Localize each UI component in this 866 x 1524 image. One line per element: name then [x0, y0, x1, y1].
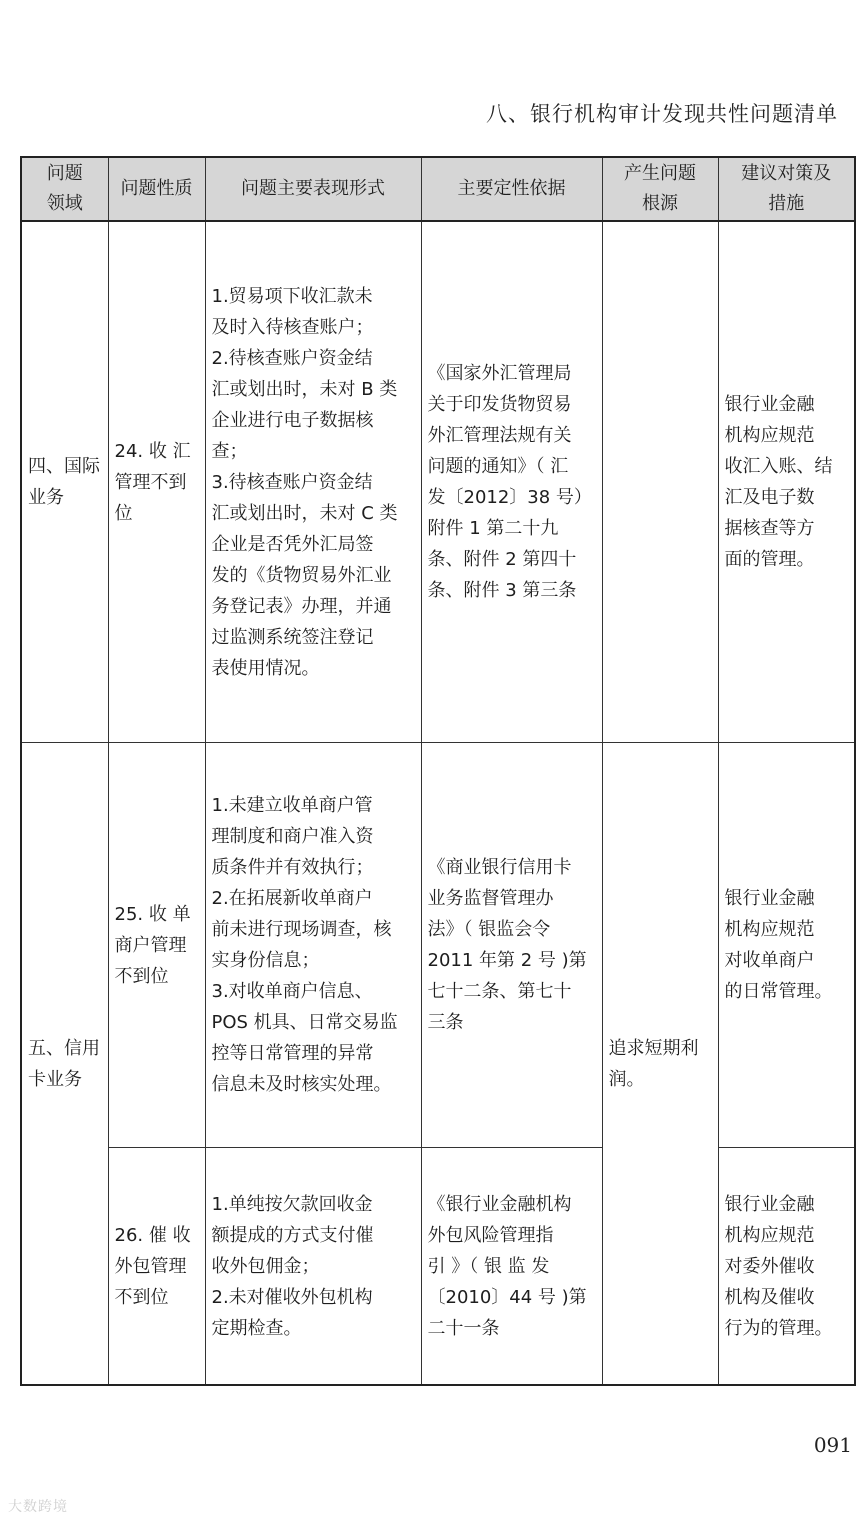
cell-line: 3.待核查账户资金结 [211, 471, 373, 493]
cell-line: 机构应规范 [724, 425, 815, 446]
countermeasure-cell [718, 221, 855, 743]
cell-line: 不到位 [114, 1286, 169, 1308]
cell-line: 卡业务 [28, 1068, 82, 1090]
cell-line: 《商业银行信用卡 [427, 857, 572, 878]
cell-line: 定期检查。 [211, 1317, 302, 1339]
cell-line: 根源 [642, 193, 678, 214]
cell-line: 附件 1 第二十九 [427, 518, 559, 539]
cell-line: 位 [114, 502, 133, 524]
cell-line: 信息未及时核实处理。 [211, 1074, 392, 1095]
cell-line: 前未进行现场调查，核 [211, 919, 392, 940]
table-row [21, 221, 855, 743]
cell-line: 额提成的方式支付催 [211, 1224, 374, 1246]
cell-line: 业务监督管理办 [427, 888, 554, 909]
header-domain [21, 157, 108, 221]
cell-line: 银行业金融 [724, 1193, 815, 1215]
cell-line: 企业进行电子数据核 [211, 409, 374, 431]
cell-line: 产生问题 [624, 163, 696, 184]
manifestation-cell [205, 1148, 421, 1386]
nature-cell [108, 743, 205, 1148]
cell-line: 理制度和商户准入资 [211, 826, 374, 847]
cell-line: 三条 [427, 1012, 464, 1033]
cell-line: 商户管理 [114, 934, 187, 956]
cell-line: 措施 [768, 193, 805, 214]
domain-cell [21, 743, 108, 1386]
cell-line: 机构应规范 [724, 919, 815, 940]
cell-line: 外包管理 [114, 1255, 187, 1277]
cell-line: 法》（ 银监会令 [427, 919, 551, 940]
header-nature [108, 157, 205, 221]
cell-line: 25. 收 单 [114, 903, 191, 925]
page-number: 091 [813, 1433, 852, 1457]
cell-line: 收外包佣金； [211, 1255, 320, 1277]
manifestation-cell [205, 221, 421, 743]
cell-line: 四、国际 [28, 456, 100, 477]
cell-line: 七十二条、第七十 [427, 981, 572, 1002]
countermeasure-cell [718, 743, 855, 1148]
cell-line: 务登记表》办理，并通 [211, 595, 392, 617]
domain-cell [21, 221, 108, 743]
root-cause-cell [602, 743, 718, 1386]
cell-line: 表使用情况。 [211, 657, 320, 679]
cell-line: 对委外催收 [724, 1255, 815, 1277]
basis-cell [421, 743, 602, 1148]
cell-line: 银行业金融 [724, 888, 815, 909]
cell-line: 《国家外汇管理局 [427, 363, 572, 384]
cell-line: 控等日常管理的异常 [211, 1043, 374, 1064]
header-manifestation [205, 157, 421, 221]
manifestation-cell [205, 743, 421, 1148]
cell-line: 发的《货物贸易外汇业 [211, 564, 392, 586]
table-row [21, 1148, 855, 1386]
cell-line: 追求短期利 [608, 1037, 699, 1059]
cell-line: 建议对策及 [741, 163, 832, 184]
root-cause-cell [602, 221, 718, 743]
cell-line: 《银行业金融机构 [427, 1193, 572, 1215]
cell-line: 汇及电子数 [724, 487, 815, 508]
cell-line: 业务 [28, 487, 64, 508]
cell-line: 据核查等方 [724, 518, 815, 539]
cell-line: 24. 收 汇 [114, 440, 191, 462]
cell-line: 主要定性依据 [457, 178, 566, 199]
cell-line: 条、附件 2 第四十 [427, 549, 577, 570]
cell-line: 26. 催 收 [114, 1224, 191, 1246]
cell-line: 外汇管理法规有关 [427, 425, 572, 446]
countermeasure-cell [718, 1148, 855, 1386]
cell-line: 问题的通知》（ 汇 [427, 456, 569, 477]
cell-line: 润。 [608, 1068, 645, 1090]
cell-line: 及时入待核查账户； [211, 316, 374, 338]
cell-line: 发〔2012〕38 号） [427, 487, 592, 508]
cell-line: 不到位 [114, 965, 169, 987]
table-header-row [21, 157, 855, 221]
cell-line: 1.未建立收单商户管 [211, 795, 373, 816]
cell-line: 面的管理。 [724, 549, 815, 570]
cell-line: 问题 [46, 163, 83, 184]
cell-line: 引 》（ 银 监 发 [427, 1255, 550, 1277]
cell-line: 2011 年第 2 号 )第 [427, 950, 587, 971]
cell-line: 条、附件 3 第三条 [427, 580, 577, 601]
audit-issue-table [20, 156, 856, 1386]
cell-line: 2.未对催收外包机构 [211, 1286, 373, 1308]
cell-line: 问题主要表现形式 [241, 178, 385, 199]
cell-line: 过监测系统签注登记 [211, 626, 374, 648]
cell-line: 五、信用 [28, 1037, 100, 1059]
cell-line: 机构及催收 [724, 1286, 815, 1308]
watermark-text: 大数跨境 [8, 1499, 68, 1515]
cell-line: 二十一条 [427, 1317, 500, 1339]
cell-line: 关于印发货物贸易 [427, 394, 572, 415]
cell-line: 〔2010〕44 号 )第 [427, 1286, 587, 1308]
cell-line: 1.单纯按欠款回收金 [211, 1193, 373, 1215]
cell-line: POS 机具、日常交易监 [211, 1012, 398, 1033]
basis-cell [421, 221, 602, 743]
cell-line: 收汇入账、结 [724, 456, 833, 477]
cell-line: 2.待核查账户资金结 [211, 347, 373, 369]
header-root-cause [602, 157, 718, 221]
header-basis [421, 157, 602, 221]
cell-line: 行为的管理。 [724, 1317, 833, 1339]
cell-line: 外包风险管理指 [427, 1224, 554, 1246]
cell-line: 查； [211, 440, 248, 462]
cell-line: 质条件并有效执行； [211, 857, 374, 878]
basis-cell [421, 1148, 602, 1386]
cell-line: 问题性质 [120, 178, 193, 199]
cell-line: 对收单商户 [724, 950, 815, 971]
header-countermeasure [718, 157, 855, 221]
nature-cell [108, 221, 205, 743]
cell-line: 机构应规范 [724, 1224, 815, 1246]
cell-line: 的日常管理。 [724, 981, 833, 1002]
cell-line: 汇或划出时，未对 B 类 [211, 378, 398, 400]
nature-cell [108, 1148, 205, 1386]
cell-line: 管理不到 [114, 471, 187, 493]
cell-line: 银行业金融 [724, 394, 815, 415]
cell-line: 领域 [46, 193, 83, 214]
cell-line: 实身份信息； [211, 950, 320, 971]
cell-line: 3.对收单商户信息、 [211, 981, 373, 1002]
cell-line: 企业是否凭外汇局签 [211, 533, 374, 555]
cell-line: 2.在拓展新收单商户 [211, 888, 373, 909]
cell-line: 汇或划出时，未对 C 类 [211, 502, 398, 524]
table-row [21, 743, 855, 1148]
cell-line: 1.贸易项下收汇款未 [211, 285, 373, 307]
running-head: 八、银行机构审计发现共性问题清单 [486, 102, 838, 126]
